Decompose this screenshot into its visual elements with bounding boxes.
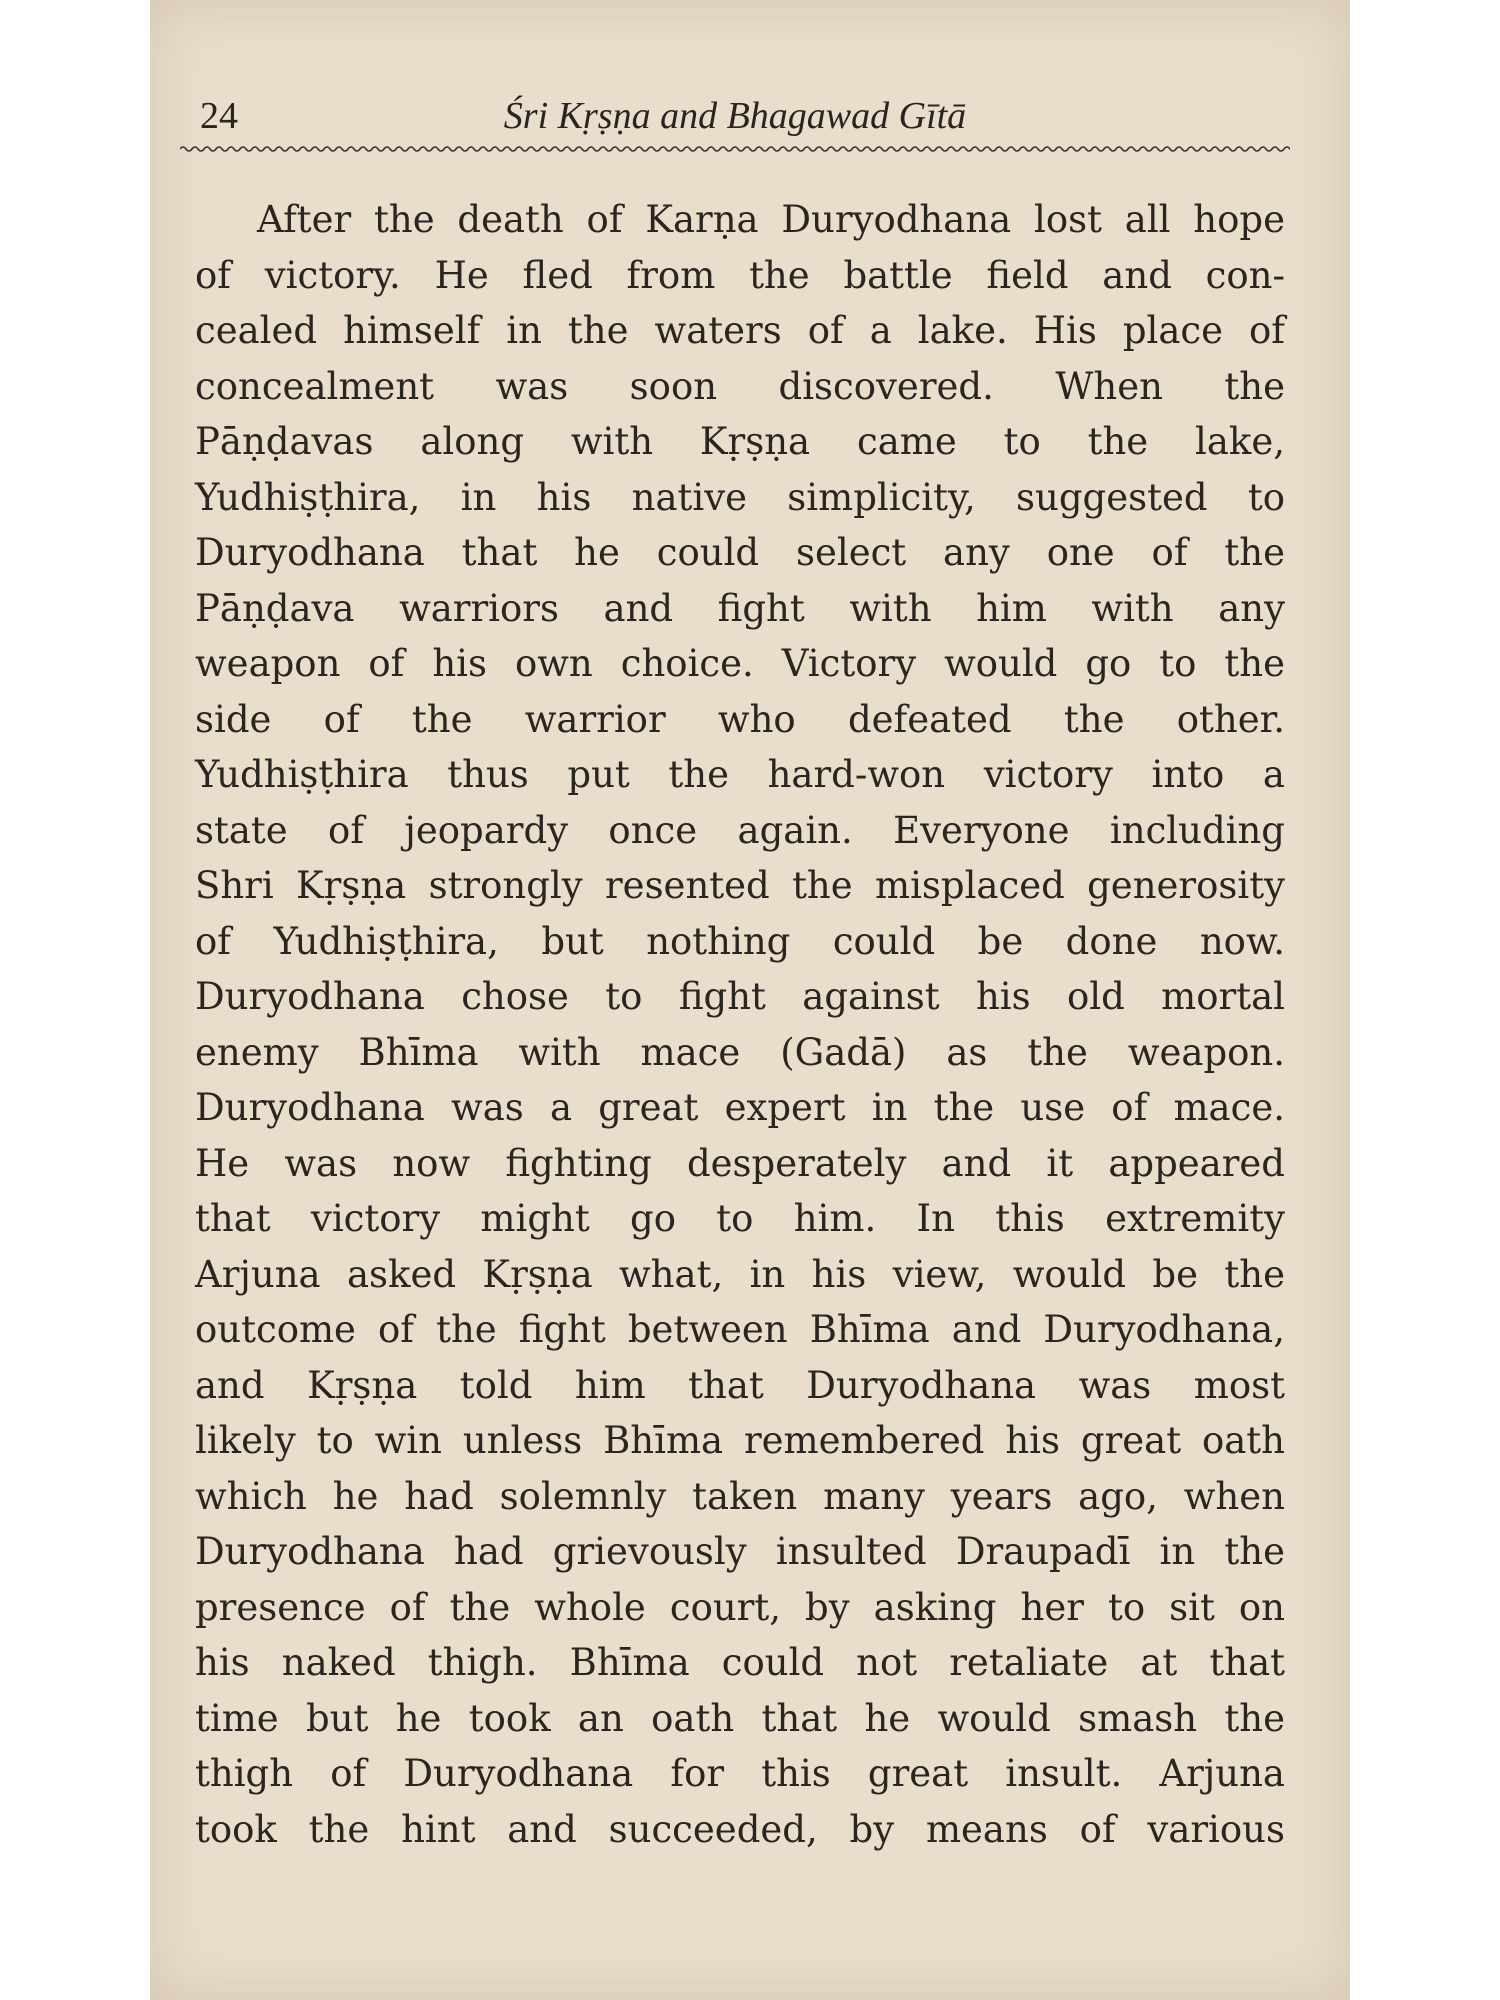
text-line: After the death of Karṇa Duryodhana lost all hope (257, 198, 1285, 241)
text-line: Yudhiṣṭhira, in his native simplicity, suggested to (195, 475, 1285, 519)
page-header (200, 88, 1270, 144)
text-line: weapon of his own choice. Victory would go to the (195, 642, 1285, 685)
text-line: Duryodhana that he could select any one of the (195, 531, 1285, 574)
running-title: Śri Kṛṣṇa and Bhagawad Gītā (503, 95, 967, 137)
text-line: state of jeopardy once again. Everyone including (195, 808, 1285, 852)
text-line: side of the warrior who defeated the other. (195, 697, 1285, 741)
text-line: which he had solemnly taken many years ago, when (195, 1474, 1285, 1518)
text-line: Duryodhana chose to fight against his old mortal (195, 975, 1285, 1018)
text-line: of Yudhiṣṭhira, but nothing could be done now. (195, 919, 1285, 963)
text-line: Duryodhana had grievously insulted Draupadī in the (195, 1530, 1285, 1573)
text-line: Shri Kṛṣṇa strongly resented the misplaced generosity (195, 864, 1285, 907)
text-line: Pāṇḍava warriors and fight with him with any (195, 586, 1285, 630)
text-line: presence of the whole court, by asking her to sit on (195, 1585, 1285, 1629)
text-line: cealed himself in the waters of a lake. His place of (195, 309, 1285, 352)
text-line: outcome of the fight between Bhīma and Duryodhana, (195, 1308, 1285, 1351)
text-line: time but he took an oath that he would smash the (195, 1696, 1285, 1740)
text-line: Yudhiṣṭhira thus put the hard-won victory into a (195, 753, 1285, 796)
text-line: likely to win unless Bhīma remembered his great oath (195, 1419, 1285, 1462)
book-page (150, 0, 1350, 2000)
text-line: He was now fighting desperately and it appeared (195, 1141, 1285, 1185)
text-line: enemy Bhīma with mace (Gadā) as the weapon. (195, 1030, 1285, 1074)
text-line: Arjuna asked Kṛṣṇa what, in his view, would be the (195, 1252, 1285, 1296)
text-line: that victory might go to him. In this extremity (195, 1197, 1285, 1240)
body-text (195, 192, 1285, 1857)
text-line: his naked thigh. Bhīma could not retaliate at that (195, 1641, 1285, 1684)
text-line: and Kṛṣṇa told him that Duryodhana was most (195, 1363, 1285, 1407)
text-line: Duryodhana was a great expert in the use of mace. (195, 1086, 1285, 1129)
text-line: thigh of Duryodhana for this great insult. Arjuna (195, 1752, 1285, 1795)
text-line: of victory. He fled from the battle field and con- (195, 253, 1285, 297)
page-number: 24 (200, 95, 238, 137)
text-line: concealment was soon discovered. When the (195, 364, 1285, 408)
text-line: took the hint and succeeded, by means of various (195, 1807, 1285, 1851)
text-line: Pāṇḍavas along with Kṛṣṇa came to the lake, (195, 420, 1285, 463)
header-wavy-rule (180, 144, 1290, 154)
